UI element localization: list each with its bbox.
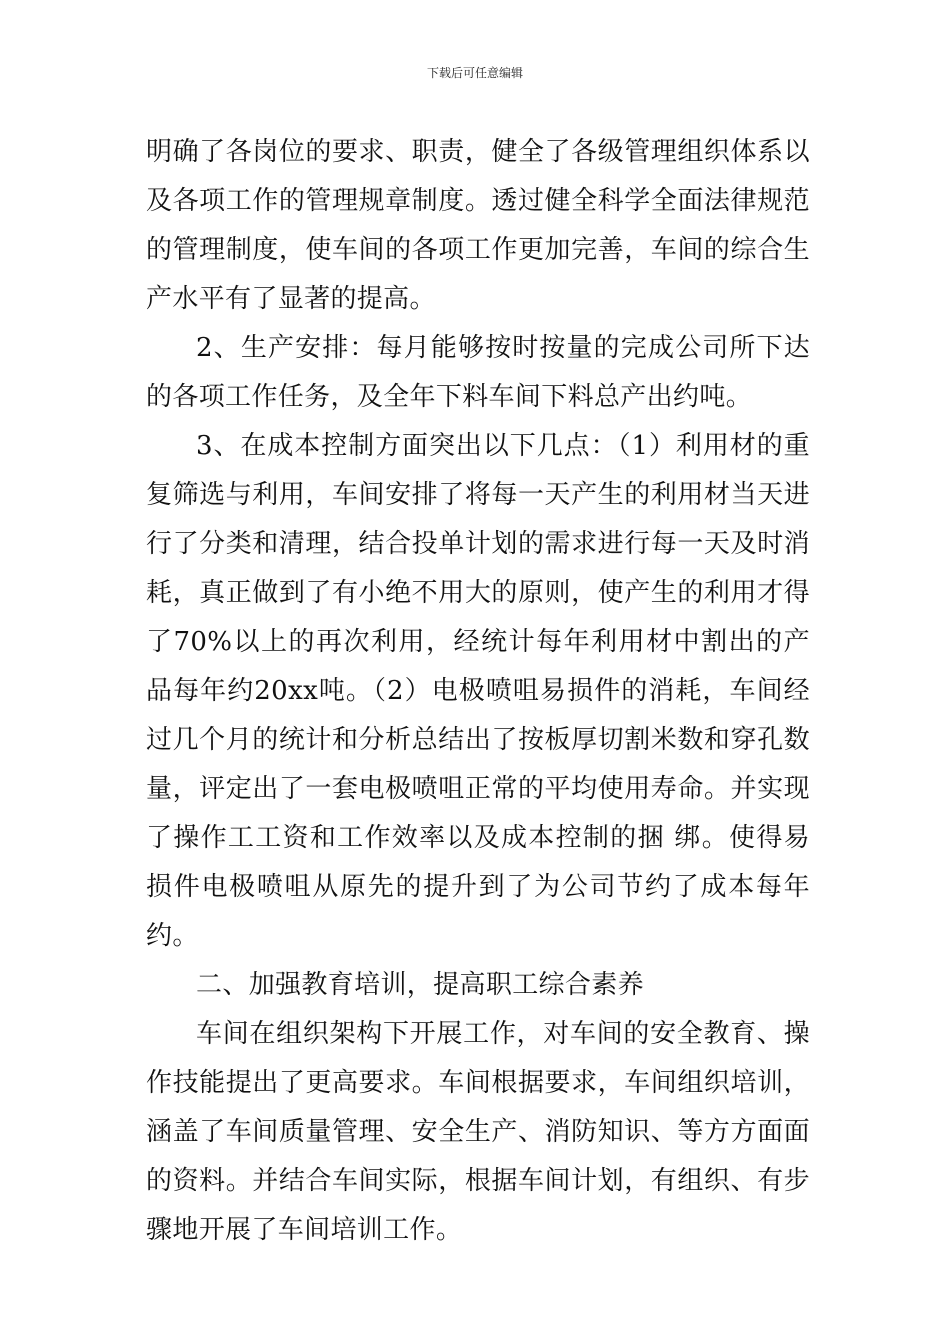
page-header: 下载后可任意编辑 — [426, 66, 523, 80]
paragraph-cost-control: 3、在成本控制方面突出以下几点：（1）利用材的重复筛选与利用，车间安排了将每一天产生的利用材当天进行了分类和清理，结合投单计划的需求进行每一天及时消耗，真正做到了有小绝不用大的原则，使产生的利用才得了70%以上的再次利用，经统计每年利用材中割出的产品每年约20xx吨。（2）电极喷咀易损件的消耗，车间经过几个月的统计和分析总结出了按板厚切割米数和穿孔数量，评定出了一套电极喷咀正常的平均使用寿命。并实现了操作工工资和工作效率以及成本控制的捆 绑。使得易损件电极喷咀从原先的提升到了为公司节约了成本每年约。 — [146, 431, 811, 951]
section-heading-training: 二、加强教育培训，提高职工综合素养 — [196, 970, 644, 1000]
paragraph-production: 2、生产安排：每月能够按时按量的完成公司所下达的各项工作任务，及全年下料车间下料总产出约吨。 — [146, 333, 810, 412]
paragraph-1: 明确了各岗位的要求、职责，健全了各级管理组织体系以及各项工作的管理规章制度。透过健全科学全面法律规范的管理制度，使车间的各项工作更加完善，车间的综合生产水平有了显著的提高。 — [146, 137, 810, 314]
document-body — [146, 128, 810, 1255]
paragraph-training: 车间在组织架构下开展工作，对车间的安全教育、操作技能提出了更高要求。车间根据要求，车间组织培训，涵盖了车间质量管理、安全生产、消防知识、等方方面面的资料。并结合车间实际，根据车间计划，有组织、有步骤地开展了车间培训工作。 — [146, 1019, 810, 1245]
